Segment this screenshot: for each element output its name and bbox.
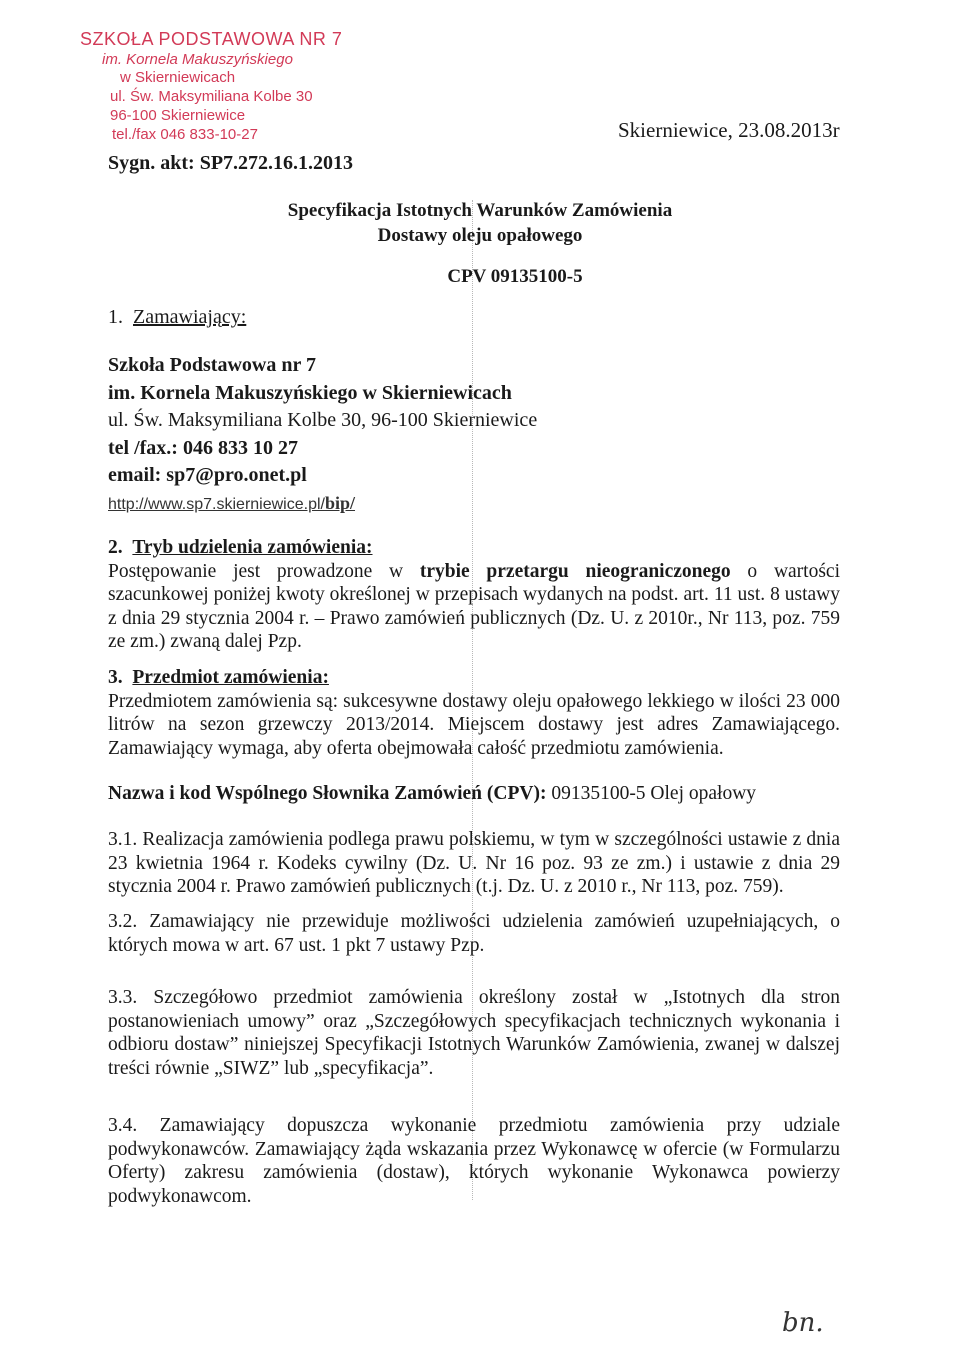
- document-date: Skierniewice, 23.08.2013r: [618, 118, 840, 142]
- cpv-line: [108, 782, 840, 806]
- contracting-authority-address: [108, 352, 537, 518]
- section-number: 2.: [108, 537, 123, 558]
- point-3-4: 3.4. Zamawiający dopuszcza wykonanie przedmiotu zamówienia przy udziale podwykonawców. Zamawiający żąda wskazania przez Wykonawcę w ofercie (w Formularzu Oferty) zakresu zamówienia (dostaw), których wykonanie Wykonawca powierzy podwykonawcom.: [108, 1115, 840, 1207]
- section-title: Zamawiający:: [133, 306, 247, 328]
- section-number: 3.: [108, 667, 123, 688]
- authority-name: Szkoła Podstawowa nr 7: [108, 354, 316, 376]
- stamp-patron: im. Kornela Makuszyńskiego: [102, 50, 293, 68]
- stamp-street: ul. Św. Maksymiliana Kolbe 30: [110, 88, 313, 105]
- section-3: [108, 666, 840, 760]
- document-title: Specyfikacja Istotnych Warunków Zamówienia: [287, 200, 673, 221]
- authority-patron: im. Kornela Makuszyńskiego w Skierniewicach: [108, 381, 512, 404]
- authority-email: email: sp7@pro.onet.pl: [108, 464, 307, 486]
- handwritten-signature: bn.: [782, 1308, 824, 1338]
- cpv-code-heading: CPV 09135100-5: [447, 266, 583, 287]
- cpv-label: Nazwa i kod Wspólnego Słownika Zamówień (CPV):: [108, 783, 547, 804]
- authority-website-link[interactable]: http://www.sp7.skierniewice.pl/bip/: [108, 492, 356, 513]
- section-number: 1.: [108, 306, 123, 328]
- section-title: Przedmiot zamówienia:: [132, 667, 329, 688]
- cpv-value: 09135100-5 Olej opałowy: [546, 783, 757, 804]
- stamp-city: w Skierniewicach: [120, 69, 236, 87]
- point-3-2: 3.2. Zamawiający nie przewiduje możliwości udzielenia zamówień uzupełniających, o których mowa w art. 67 ust. 1 pkt 7 ustawy Pzp.: [108, 911, 840, 956]
- authority-phone: tel /fax.: 046 833 10 27: [108, 436, 298, 459]
- section-title: Tryb udzielenia zamówienia:: [132, 537, 373, 558]
- stamp-postcode: 96-100 Skierniewice: [110, 106, 246, 124]
- reference-number: Sygn. akt: SP7.272.16.1.2013: [108, 152, 354, 174]
- point-3-3: 3.3. Szczegółowo przedmiot zamówienia określony został w „Istotnych dla stron postanowieniach umowy” oraz „Szczegółowych specyfikacjach technicznych wykonania i odbioru dostaw” niniejszej Specyfikacji Istotnych Warunków Zamówienia, zwanej w dalszej treści równie „SIWZ” lub „specyfikacja”.: [108, 987, 840, 1079]
- section-2-text: Postępowanie jest prowadzone w trybie przetargu nieograniczonego o wartości szacunkowej poniżej kwoty określonej w przepisach wydanych na podst. art. 11 ust. 8 ustawy z dnia 29 stycznia 2004 r. – Prawo zamówień publicznych (Dz. U. z 2010r., Nr 113, poz. 759 ze zm.) zwaną dalej Pzp.: [108, 560, 841, 652]
- section-3-text: Przedmiotem zamówienia są: sukcesywne dostawy oleju opałowego lekkiego w ilości 23 000 litrów na sezon grzewczy 2013/2014. Miejscem dostawy jest adres Zamawiającego. Zamawiający wymaga, aby oferta obejmowała całość przedmiotu zamówienia.: [108, 690, 840, 759]
- stamp-phone: tel./fax 046 833-10-27: [112, 125, 258, 143]
- stamp-school-name: SZKOŁA PODSTAWOWA NR 7: [80, 29, 343, 49]
- school-stamp: [80, 28, 342, 144]
- point-3-1: 3.1. Realizacja zamówienia podlega prawu polskiemu, w tym w szczególności ustawie z dnia 23 kwietnia 1964 r. Kodeks cywilny (Dz. U. Nr 16 poz. 93 ze zm.) i ustawie z dnia 29 stycznia 2004 r. Prawo zamówień publicznych (t.j. Dz. U. z 2010 r., Nr 113, poz. 759).: [108, 829, 840, 897]
- document-subtitle: Dostawy oleju opałowego: [377, 225, 583, 246]
- section-2: [108, 536, 840, 654]
- section-1-heading: [108, 306, 246, 329]
- authority-street: ul. Św. Maksymiliana Kolbe 30, 96-100 Skierniewice: [108, 409, 538, 431]
